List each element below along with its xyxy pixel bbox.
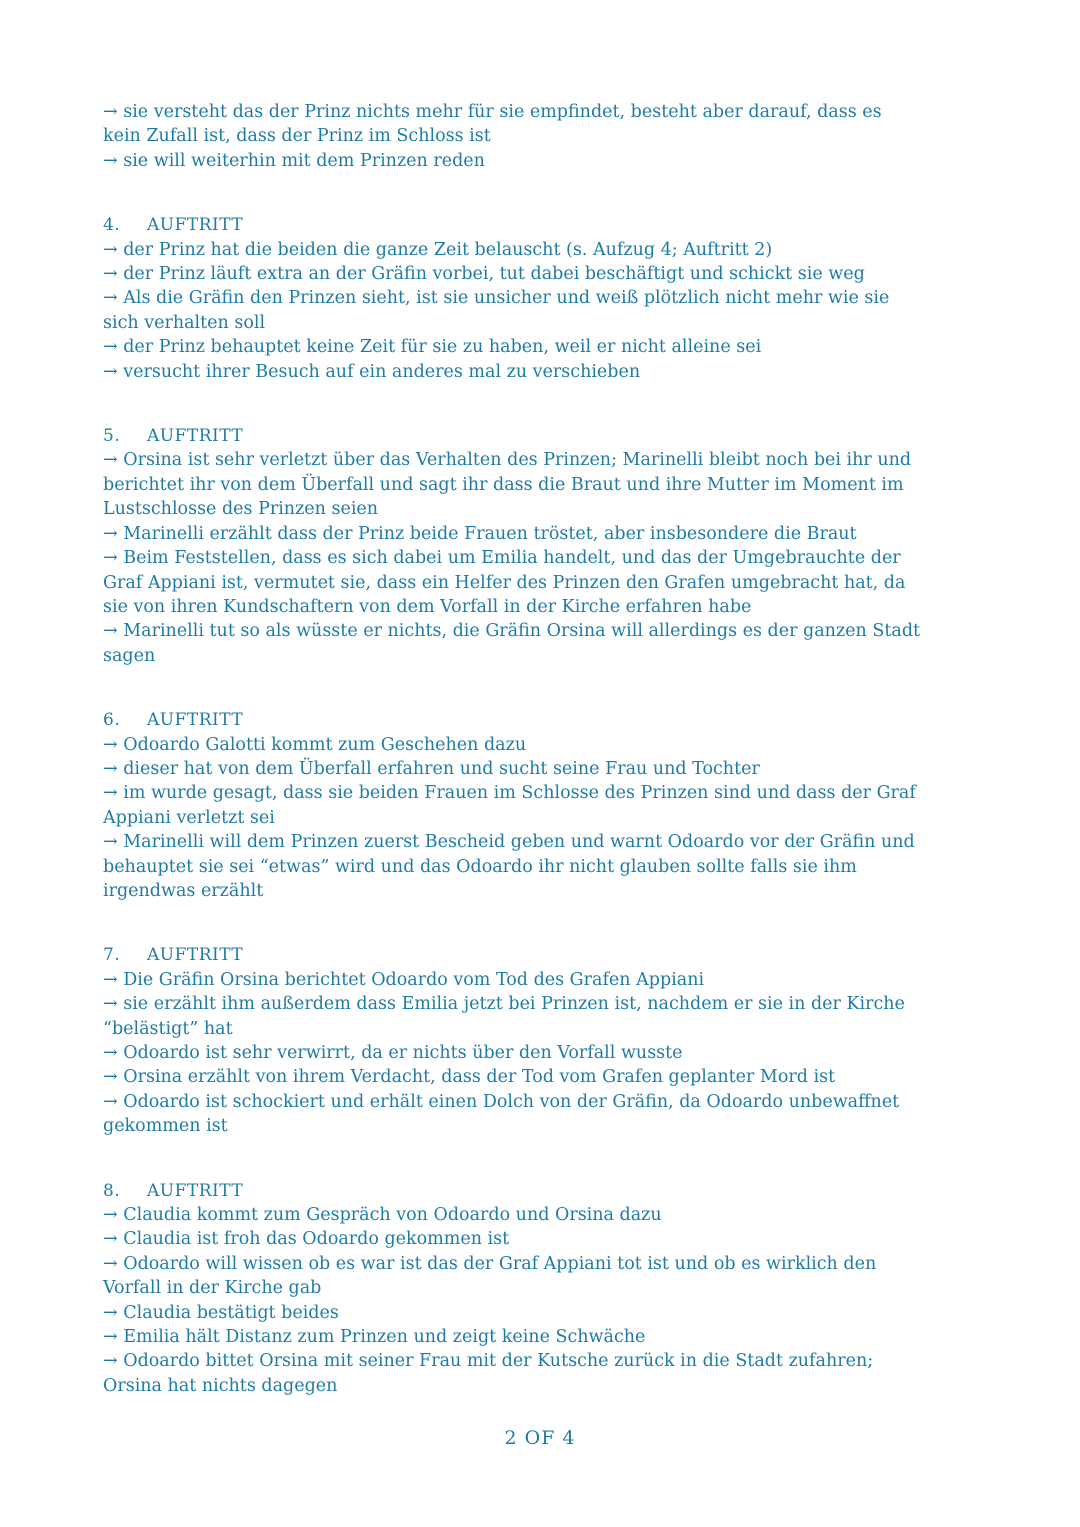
text-line: gekommen ist	[103, 1116, 228, 1137]
text-line: → versucht ihrer Besuch auf ein anderes mal zu verschieben	[103, 361, 641, 382]
text-line: → Marinelli erzählt dass der Prinz beide Frauen tröstet, aber insbesondere die Braut	[103, 523, 857, 544]
section-number: 8.	[103, 1180, 121, 1201]
text-line: Orsina hat nichts dagegen	[103, 1375, 338, 1396]
text-line: → Marinelli will dem Prinzen zuerst Bescheid geben und warnt Odoardo vor der Gräfin und	[103, 832, 915, 853]
section-auftritt-6	[103, 708, 983, 903]
intro-block	[103, 100, 983, 173]
text-line: → Emilia hält Distanz zum Prinzen und zeigt keine Schwäche	[103, 1327, 646, 1348]
section-gap	[103, 903, 983, 943]
text-line: → im wurde gesagt, dass sie beiden Frauen im Schlosse des Prinzen sind und dass der Graf	[103, 783, 916, 804]
section-heading	[103, 1179, 983, 1203]
text-line: → dieser hat von dem Überfall erfahren und sucht seine Frau und Tochter	[103, 758, 760, 779]
text-line: → Marinelli tut so als wüsste er nichts, die Gräfin Orsina will allerdings es der ganzen Stadt	[103, 621, 921, 642]
section-heading	[103, 424, 983, 448]
text-line: Appiani verletzt sei	[103, 807, 275, 828]
section-title: AUFTRITT	[147, 426, 244, 447]
section-auftritt-7	[103, 943, 983, 1138]
section-number: 5.	[103, 426, 121, 447]
text-line: → Odoardo Galotti kommt zum Geschehen dazu	[103, 734, 527, 755]
text-line: → Claudia ist froh das Odoardo gekommen ist	[103, 1229, 510, 1250]
section-heading	[103, 708, 983, 732]
text-line: → sie will weiterhin mit dem Prinzen reden	[103, 150, 485, 171]
section-number: 4.	[103, 215, 121, 236]
text-line: berichtet ihr von dem Überfall und sagt ihr dass die Braut und ihre Mutter im Moment im	[103, 474, 904, 495]
text-line: irgendwas erzählt	[103, 880, 264, 901]
text-line: → Claudia bestätigt beides	[103, 1302, 339, 1323]
section-gap	[103, 384, 983, 424]
section-title: AUFTRITT	[147, 215, 244, 236]
text-line: → Claudia kommt zum Gespräch von Odoardo und Orsina dazu	[103, 1205, 662, 1226]
text-line: sich verhalten soll	[103, 312, 266, 333]
text-line: sie von ihren Kundschaftern von dem Vorfall in der Kirche erfahren habe	[103, 596, 752, 617]
section-title: AUFTRITT	[147, 710, 244, 731]
section-gap	[103, 1139, 983, 1179]
text-line: → der Prinz behauptet keine Zeit für sie zu haben, weil er nicht alleine sei	[103, 337, 762, 358]
section-gap	[103, 668, 983, 708]
text-line: → Odoardo ist schockiert und erhält einen Dolch von der Gräfin, da Odoardo unbewaffnet	[103, 1091, 900, 1112]
section-auftritt-5	[103, 424, 983, 668]
section-auftritt-8	[103, 1179, 983, 1399]
text-line: → Odoardo ist sehr verwirrt, da er nichts über den Vorfall wusste	[103, 1043, 683, 1063]
section-number: 7.	[103, 945, 121, 966]
text-line: Lustschlosse des Prinzen seien	[103, 499, 379, 520]
document-page	[103, 100, 983, 1398]
text-line: Graf Appiani ist, vermutet sie, dass ein Helfer des Prinzen den Grafen umgebracht hat, da	[103, 572, 906, 593]
text-line: → Odoardo will wissen ob es war ist das der Graf Appiani tot ist und ob es wirklich den	[103, 1253, 877, 1274]
text-line: → Die Gräfin Orsina berichtet Odoardo vom Tod des Grafen Appiani	[103, 969, 705, 990]
page-number: 2 OF 4	[504, 1427, 576, 1449]
section-heading	[103, 213, 983, 237]
text-line: → Orsina erzählt von ihrem Verdacht, dass der Tod vom Grafen geplanter Mord ist	[103, 1067, 836, 1088]
text-line: → Beim Feststellen, dass es sich dabei um Emilia handelt, und das der Umgebrauchte der	[103, 548, 901, 569]
text-line: → sie versteht das der Prinz nichts mehr für sie empfindet, besteht aber darauf, dass es	[103, 102, 882, 122]
text-line: → der Prinz läuft extra an der Gräfin vorbei, tut dabei beschäftigt und schickt sie weg	[103, 264, 865, 285]
text-line: behauptet sie sei “etwas” wird und das Odoardo ihr nicht glauben sollte falls sie ihm	[103, 856, 857, 877]
text-line: Vorfall in der Kirche gab	[103, 1278, 322, 1299]
section-number: 6.	[103, 710, 121, 731]
section-heading	[103, 943, 983, 967]
text-line: → der Prinz hat die beiden die ganze Zeit belauscht (s. Aufzug 4; Auftritt 2)	[103, 239, 773, 260]
text-line: sagen	[103, 645, 156, 666]
section-auftritt-4	[103, 213, 983, 384]
text-line: “belästigt” hat	[103, 1018, 233, 1039]
section-title: AUFTRITT	[147, 1180, 244, 1201]
text-line: → Orsina ist sehr verletzt über das Verhalten des Prinzen; Marinelli bleibt noch bei ihr und	[103, 450, 912, 471]
text-line: → Odoardo bittet Orsina mit seiner Frau mit der Kutsche zurück in die Stadt zufahren;	[103, 1351, 874, 1372]
text-line: kein Zufall ist, dass der Prinz im Schloss ist	[103, 126, 491, 147]
section-gap	[103, 173, 983, 213]
text-line: → sie erzählt ihm außerdem dass Emilia jetzt bei Prinzen ist, nachdem er sie in der Kirche	[103, 994, 905, 1015]
text-line: → Als die Gräfin den Prinzen sieht, ist sie unsicher und weiß plötzlich nicht mehr wie sie	[103, 288, 890, 309]
section-title: AUFTRITT	[147, 945, 244, 966]
